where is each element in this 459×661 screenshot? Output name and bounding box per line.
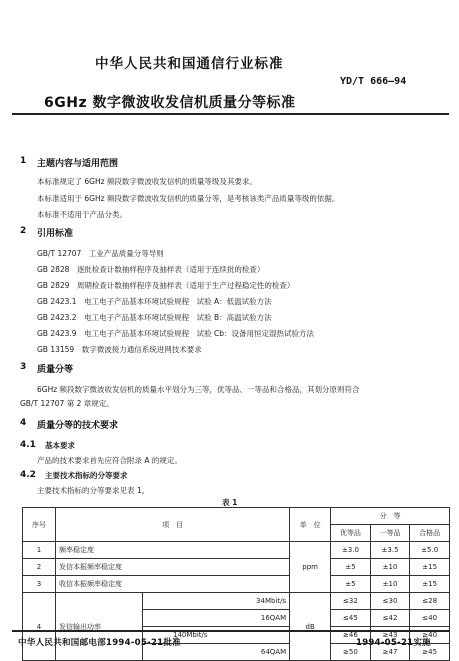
header-qualified: 合格品 bbox=[410, 525, 450, 542]
section-3-line: GB/T 12707 第 2 章规定。 bbox=[20, 399, 114, 408]
section-3-number: 3 bbox=[20, 362, 27, 372]
row-premium: ±5 bbox=[331, 559, 371, 576]
section-3-heading: 质量分等 bbox=[37, 365, 74, 375]
section-3-line: 6GHz 频段数字微波收发信机的质量水平划分为三等，优等品、一等品和合格品，其划分原则符合 bbox=[37, 385, 360, 394]
reference-item: GB 2423.1 电工电子产品基本环境试验规程 试验 A：低温试验方法 bbox=[37, 297, 272, 306]
table-caption: 表 1 bbox=[222, 498, 238, 507]
reference-item: GB/T 12707 工业产品质量分等导则 bbox=[37, 249, 164, 258]
section-1-number: 1 bbox=[20, 156, 27, 166]
row-item: 收信本振频率稳定度 bbox=[56, 576, 290, 593]
row-unit: ppm bbox=[290, 542, 331, 593]
section-2-heading: 引用标准 bbox=[37, 229, 74, 239]
row-qualified: ±5.0 bbox=[410, 542, 450, 559]
standard-number: YD/T 666—94 bbox=[340, 76, 407, 87]
row-item: 频率稳定度 bbox=[56, 542, 290, 559]
row-qualified: ≥40 bbox=[410, 627, 450, 644]
section-1-line: 本标准不适用于产品分类。 bbox=[37, 210, 127, 219]
document-title: 6GHz 数字微波收发信机质量分等标准 bbox=[44, 95, 296, 111]
reference-item: GB 2828 逐批检查计数抽样程序及抽样表（适用于连续批的检查） bbox=[37, 265, 265, 274]
row-premium: ≤32 bbox=[331, 593, 371, 610]
row-premium: ≤45 bbox=[331, 610, 371, 627]
reference-item: GB 2423.2 电工电子产品基本环境试验规程 试验 B：高温试验方法 bbox=[37, 313, 272, 322]
table-row bbox=[23, 593, 450, 610]
section-4-2-heading: 主要技术指标的分等要求 bbox=[45, 471, 128, 480]
row-qualified: ±15 bbox=[410, 576, 450, 593]
row-sub: 34Mbit/s bbox=[143, 593, 290, 610]
section-4-2-line: 主要技术指标的分等要求见表 1。 bbox=[37, 486, 150, 495]
table-row bbox=[23, 559, 450, 576]
row-qualified: ≤40 bbox=[410, 610, 450, 627]
row-first: ≥47 bbox=[370, 644, 410, 661]
section-1-heading: 主题内容与适用范围 bbox=[37, 159, 119, 169]
row-first: ±10 bbox=[370, 559, 410, 576]
row-qualified: ±15 bbox=[410, 559, 450, 576]
row-first: ≥43 bbox=[370, 627, 410, 644]
title-rule bbox=[12, 113, 449, 115]
row-qualified: ≤28 bbox=[410, 593, 450, 610]
header-premium: 优等品 bbox=[331, 525, 371, 542]
table-header-row bbox=[23, 508, 450, 525]
row-sub: 16QAM bbox=[143, 610, 290, 627]
reference-item: GB 2829 周期检查计数抽样程序及抽样表（适用于生产过程稳定性的检查） bbox=[37, 281, 295, 290]
section-4-1-line: 产品的技术要求首先应符合附录 A 的规定。 bbox=[37, 456, 182, 465]
implementation-date: 1994-05-21实施 bbox=[356, 638, 431, 648]
row-premium: ±5 bbox=[331, 576, 371, 593]
approval-note: 中华人民共和国邮电部1994-05-21批准 bbox=[18, 638, 181, 648]
reference-item: GB 2423.9 电工电子产品基本环境试验规程 试验 Cb：设备用恒定湿热试验方法 bbox=[37, 329, 314, 338]
row-qualified: ≥45 bbox=[410, 644, 450, 661]
header-grade: 分 等 bbox=[331, 508, 450, 525]
reference-item: GB 13159 数字微波接力通信系统进网技术要求 bbox=[37, 345, 202, 354]
section-4-2-number: 4.2 bbox=[20, 470, 36, 480]
row-item: 发信本振频率稳定度 bbox=[56, 559, 290, 576]
row-no: 4 bbox=[23, 593, 56, 661]
row-first: ±10 bbox=[370, 576, 410, 593]
row-first: ≤42 bbox=[370, 610, 410, 627]
row-premium: ≥46 bbox=[331, 627, 371, 644]
header-no: 序号 bbox=[23, 508, 56, 542]
section-4-1-heading: 基本要求 bbox=[45, 441, 75, 450]
section-4-number: 4 bbox=[20, 418, 27, 428]
row-premium: ±3.0 bbox=[331, 542, 371, 559]
row-unit: dB bbox=[290, 593, 331, 661]
row-no: 3 bbox=[23, 576, 56, 593]
row-sub: 64QAM bbox=[143, 644, 290, 661]
table-row bbox=[23, 576, 450, 593]
header-item: 项 目 bbox=[56, 508, 290, 542]
row-sub: 140Mbit/s bbox=[143, 627, 290, 644]
table-row bbox=[23, 542, 450, 559]
section-4-1-number: 4.1 bbox=[20, 440, 36, 450]
header-unit: 单 位 bbox=[290, 508, 331, 542]
issuing-organization: 中华人民共和国通信行业标准 bbox=[95, 56, 284, 72]
section-1-line: 本标准规定了 6GHz 频段数字微波收发信机的质量等级及其要求。 bbox=[37, 177, 257, 186]
section-2-number: 2 bbox=[20, 226, 27, 236]
section-1-line: 本标准适用于 6GHz 频段数字微波收发信机的质量分等，是考核该类产品质量等级的依据。 bbox=[37, 194, 340, 203]
row-no: 1 bbox=[23, 542, 56, 559]
row-first: ±3.5 bbox=[370, 542, 410, 559]
row-first: ≤30 bbox=[370, 593, 410, 610]
section-4-heading: 质量分等的技术要求 bbox=[37, 421, 119, 431]
header-first: 一等品 bbox=[370, 525, 410, 542]
row-item: 发信输出功率 bbox=[56, 593, 143, 661]
row-no: 2 bbox=[23, 559, 56, 576]
row-premium: ≥50 bbox=[331, 644, 371, 661]
footer-rule bbox=[12, 630, 449, 632]
